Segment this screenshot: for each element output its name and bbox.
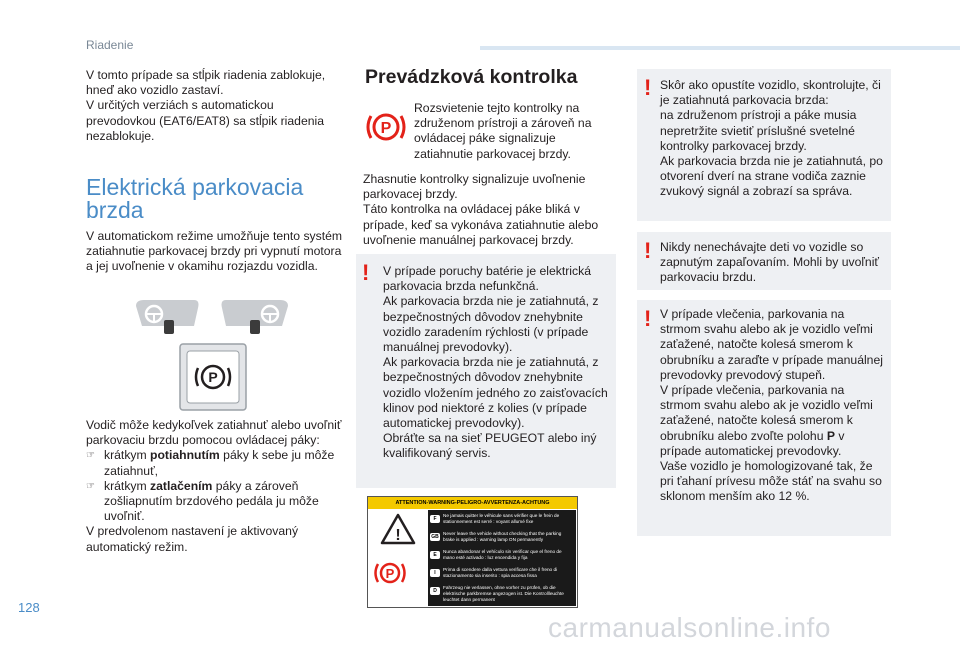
warning-check-text: Skôr ako opustíte vozidlo, skontrolujte, či je zatiahnutá parkovacia brzda: na združenom prístroji a páke musia nepretržite svietiť príslušné svetelné kontrolky parkovacej brzdy. Ak parkovacia brzda nie je zatiahnutá, po otvorení dverí na strane vodiča zaznie zvukový signál a zobrazí sa správa. — [660, 78, 883, 199]
svg-text:P: P — [380, 120, 392, 137]
lamp-description: Rozsvietenie tejto kontrolky na združenom prístroji a zároveň na ovládacej páke signalizuje zatiahnutie parkovacej brzdy. — [414, 101, 592, 161]
warning-triangle-icon — [382, 515, 414, 544]
steering-wheel-icon — [222, 300, 289, 334]
epb-description: V automatickom režime umožňuje tento systém zatiahnutie parkovacej brzdy pri vypnutí motora a jej uvoľnenie v okamihu rozjazdu vozidla. — [86, 229, 343, 274]
exclamation-icon: ! — [362, 260, 370, 285]
label-row: I Prima di scendere dalla vettura verificare che il freno di stazionamento sia inserito : spia accesa fissa — [430, 566, 574, 583]
exclamation-icon: ! — [644, 238, 652, 263]
svg-text:P: P — [208, 369, 218, 385]
section-heading-epb: Elektrická parkovacia brzda — [86, 174, 304, 223]
section-header: Riadenie — [86, 38, 134, 52]
exclamation-icon: ! — [644, 306, 652, 331]
bullet-icon: ☞ — [86, 450, 95, 462]
svg-text:P: P — [385, 566, 395, 581]
warning-box-children — [637, 232, 891, 290]
warning-slope-text: V prípade vlečenia, parkovania na strmom svahu alebo ak je vozidlo veľmi zaťažené, natočte kolesá smerom k obrubníku a zaraďte v prípade manuálnej prevodovky prevodový stupeň. V prípade vlečenia, parkovania na strmom svahu alebo ak je vozidlo veľmi zaťažené, natočte kolesá smerom k obrubníku alebo zvoľte polohu P v prípade automatickej prevodovky. Vaše vozidlo je homologizované tak, že pri ťahaní prívesu môže stáť na svahu so sklonom menším ako 12 %. — [660, 307, 883, 504]
label-row: GB Never leave the vehicle without checking that the parking brake is applied : warning lamp ON permanently — [431, 531, 562, 542]
intro-line-1: V tomto prípade sa stĺpik riadenia zablokuje, hneď ako vozidlo zastaví. — [86, 68, 326, 98]
label-row: F Ne jamais quitter le véhicule sans vérifier que le frein de stationnement est serré : voyant allumé fixe — [430, 512, 574, 529]
usage-list — [86, 448, 346, 524]
warning-battery-text: V prípade poruchy batérie je elektrická parkovacia brzda nefunkčná. Ak parkovacia brzda nie je zatiahnutá, z bezpečnostných dôvodov znehybnite vozidlo zaradením rýchlosti (v prípade manuálnej prevodovky). Ak parkovacia brzda nie je zatiahnutá, z bezpečnostných dôvodov znehybnite vozidlo vložením jedného zo zaisťovacích klinov pod niektoré z kolies (v prípade automatickej prevodovky). Obráťte sa na sieť PEUGEOT alebo iný kvalifikovaný servis. — [383, 264, 608, 461]
exclamation-icon: ! — [644, 75, 652, 100]
warning-box-check — [637, 69, 891, 221]
epb-usage — [86, 418, 346, 555]
parking-brake-lamp-icon — [376, 564, 405, 582]
section-heading-lamp: Prevádzková kontrolka — [365, 66, 578, 88]
warning-box-battery — [356, 254, 616, 488]
bullet-icon: ☞ — [86, 480, 95, 492]
epb-illustration — [136, 300, 296, 412]
intro-text — [86, 68, 326, 144]
label-row: E Nunca abandonar el vehículo sin verificar que el freno de mano esté activado : luz encendida y fija — [430, 548, 574, 565]
list-item: ☞ krátkym potiahnutím páky k sebe ju môže zatiahnuť, — [86, 448, 335, 478]
page-number: 128 — [18, 600, 40, 615]
parking-brake-lamp-icon — [363, 108, 409, 146]
usage-intro: Vodič môže kedykoľvek zatiahnuť alebo uvoľniť parkovaciu brzdu pomocou ovládacej páky: — [86, 418, 342, 448]
intro-line-2: V určitých verziách s automatickou prevodovkou (EAT6/EAT8) sa stĺpik riadenia nezablokuje. — [86, 98, 324, 143]
label-title: ATTENTION-WARNING-PELIGRO-AVVERTENZA-ACHTUNG — [368, 497, 577, 509]
label-row: D Fahrzeug nie verlassen, ohne vorher zu prüfen, ob die elektrische parkbremse angezogen ist. Die Kontrollleuchte leuchtet dann permanent — [430, 584, 574, 601]
watermark: carmanualsonline.info — [548, 612, 831, 643]
steering-wheel-icon — [136, 300, 199, 334]
warning-box-slope — [637, 300, 891, 536]
svg-text:!: ! — [395, 527, 401, 544]
warning-label-image — [367, 496, 578, 608]
label-icons — [370, 511, 426, 605]
usage-default: V predvolenom nastavení je aktivovaný automatický režim. — [86, 524, 299, 554]
label-text-panel — [428, 510, 576, 606]
lamp-off-description: Zhasnutie kontrolky signalizuje uvoľnenie parkovacej brzdy. Táto kontrolka na ovládacej páke bliká v prípade, keď sa vykonáva zatiahnutie alebo uvoľnenie manuálnej parkovacej brzdy. — [363, 172, 599, 247]
header-bar — [480, 46, 960, 50]
list-item: ☞ krátkym zatlačením páky a zároveň zošliapnutím brzdového pedála ju môže uvoľniť. — [86, 478, 319, 524]
warning-children-text: Nikdy nenechávajte deti vo vozidle so zapnutým zapaľovaním. Mohli by uvoľniť parkovaciu brzdu. — [660, 240, 879, 285]
